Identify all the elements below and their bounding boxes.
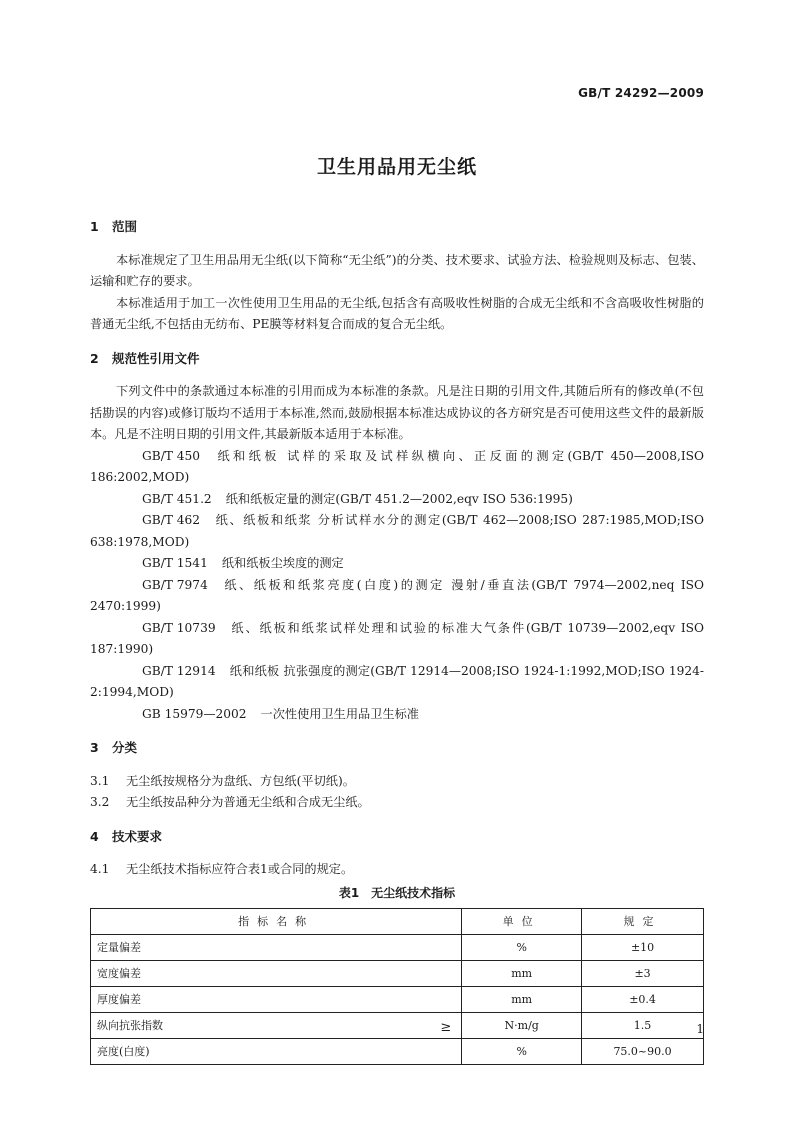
- table-row: [91, 1039, 704, 1065]
- cell-unit: mm: [462, 987, 582, 1013]
- clause: [90, 859, 704, 881]
- section-heading-classification: [90, 737, 704, 759]
- cell-specification: ±0.4: [582, 987, 704, 1013]
- cell-unit: mm: [462, 961, 582, 987]
- cell-unit: %: [462, 935, 582, 961]
- cell-specification: 75.0~90.0: [582, 1039, 704, 1065]
- table-row: [91, 935, 704, 961]
- header-cell-unit: 单位: [462, 909, 582, 935]
- clause-text: 无尘纸按品种分为普通无尘纸和合成无尘纸。: [126, 795, 370, 809]
- section-heading-scope: [90, 216, 704, 238]
- clause: [90, 771, 704, 793]
- page-number: 1: [696, 1022, 704, 1036]
- section-number: 3: [90, 740, 99, 755]
- standard-code: GB/T 24292—2009: [578, 86, 704, 100]
- clause-number: 3.1: [90, 773, 110, 788]
- section-title: 技术要求: [112, 828, 163, 844]
- clause: [90, 792, 704, 814]
- reference-text: 纸和纸板定量的测定(GB/T 451.2—2002,eqv ISO 536:1995): [225, 491, 573, 506]
- clause-text: 无尘纸按规格分为盘纸、方包纸(平切纸)。: [126, 773, 355, 788]
- reference-item: [90, 618, 704, 661]
- section-heading-normative-references: [90, 348, 704, 370]
- section-title: 规范性引用文件: [112, 350, 200, 366]
- document-body: [90, 216, 704, 1065]
- reference-item: [90, 446, 704, 489]
- reference-code: GB/T 7974: [142, 577, 208, 592]
- header-cell-indicator-name: 指标名称: [91, 909, 462, 935]
- cell-indicator-name: [91, 1039, 462, 1065]
- section-number: 1: [90, 219, 99, 234]
- paragraph: 下列文件中的条款通过本标准的引用而成为本标准的条款。凡是注日期的引用文件,其随后所有的修改单(不包括勘误的内容)或修订版均不适用于本标准,然而,鼓励根据本标准达成协议的各方研究是否可使用这些文件的最新版本。凡是不注明日期的引用文件,其最新版本适用于本标准。: [90, 384, 704, 441]
- reference-text: 纸、纸板和纸浆试样处理和试验的标准大气条件(GB/T 10739—2002,eqv ISO 187:1990): [90, 620, 704, 656]
- reference-text: 纸、纸板和纸浆 分析试样水分的测定(GB/T 462—2008;ISO 287:1985,MOD;ISO 638:1978,MOD): [90, 513, 704, 549]
- indicator-label: 亮度(白度): [97, 1044, 150, 1058]
- indicator-label: 宽度偏差: [97, 966, 141, 980]
- reference-code: GB/T 12914: [142, 663, 216, 678]
- cell-specification: 1.5: [582, 1013, 704, 1039]
- reference-code: GB/T 451.2: [142, 491, 212, 506]
- table-row: [91, 961, 704, 987]
- section-heading-technical-requirements: [90, 826, 704, 848]
- indicator-label: 定量偏差: [97, 940, 141, 954]
- document-title: 卫生用品用无尘纸: [316, 156, 477, 178]
- section-number: 4: [90, 828, 99, 844]
- section-number: 2: [90, 350, 99, 366]
- cell-specification: ±10: [582, 935, 704, 961]
- reference-text: 纸和纸板尘埃度的测定: [221, 556, 344, 570]
- indicator-label: 纵向抗张指数: [97, 1018, 163, 1032]
- reference-text: 纸和纸板 试样的采取及试样纵横向、正反面的测定(GB/T 450—2008,ISO 186:2002,MOD): [90, 448, 704, 484]
- reference-code: GB/T 450: [142, 448, 201, 463]
- reference-code: GB/T 1541: [142, 556, 208, 570]
- reference-item: [90, 661, 704, 704]
- reference-item: [90, 489, 704, 511]
- cell-indicator-name: [91, 987, 462, 1013]
- reference-code: GB/T 10739: [142, 620, 216, 635]
- table-row: [91, 987, 704, 1013]
- table-header-row: [91, 909, 704, 935]
- reference-text: 纸和纸板 抗张强度的测定(GB/T 12914—2008;ISO 1924-1:1992,MOD;ISO 1924-2:1994,MOD): [90, 663, 704, 699]
- cell-indicator-name: [91, 1013, 462, 1039]
- cell-indicator-name: [91, 935, 462, 961]
- reference-code: GB/T 462: [142, 513, 201, 527]
- clause-number: 4.1: [90, 862, 110, 876]
- table-title: 无尘纸技术指标: [371, 885, 456, 900]
- reference-item: [90, 510, 704, 553]
- reference-code: GB 15979—2002: [142, 706, 247, 721]
- reference-item: [90, 575, 704, 618]
- reference-text: 纸、纸板和纸浆亮度(白度)的测定 漫射/垂直法(GB/T 7974—2002,neq ISO 2470:1999): [90, 577, 704, 613]
- reference-item: [90, 704, 704, 726]
- cell-indicator-name: [91, 961, 462, 987]
- paragraph: 本标准规定了卫生用品用无尘纸(以下简称“无尘纸”)的分类、技术要求、试验方法、检验规则及标志、包装、运输和贮存的要求。: [90, 252, 704, 288]
- table-caption: [90, 883, 704, 905]
- paragraph: 本标准适用于加工一次性使用卫生用品的无尘纸,包括含有高吸收性树脂的合成无尘纸和不含高吸收性树脂的普通无尘纸,不包括由无纺布、PE膜等材料复合而成的复合无尘纸。: [90, 295, 704, 331]
- clause-text: 无尘纸技术指标应符合表1或合同的规定。: [126, 862, 354, 876]
- cell-unit: %: [462, 1039, 582, 1065]
- table-row: [91, 1013, 704, 1039]
- cell-unit: N·m/g: [462, 1013, 582, 1039]
- table-number: 表1: [338, 885, 360, 900]
- section-title: 分类: [112, 740, 138, 755]
- indicator-label: 厚度偏差: [97, 992, 141, 1006]
- reference-item: [90, 553, 704, 575]
- clause-number: 3.2: [90, 795, 110, 809]
- cell-specification: ±3: [582, 961, 704, 987]
- section-title: 范围: [112, 219, 138, 234]
- comparison-symbol: ≥: [440, 1020, 452, 1035]
- specification-table: [90, 908, 704, 1065]
- header-cell-specification: 规定: [582, 909, 704, 935]
- reference-text: 一次性使用卫生用品卫生标准: [260, 706, 419, 721]
